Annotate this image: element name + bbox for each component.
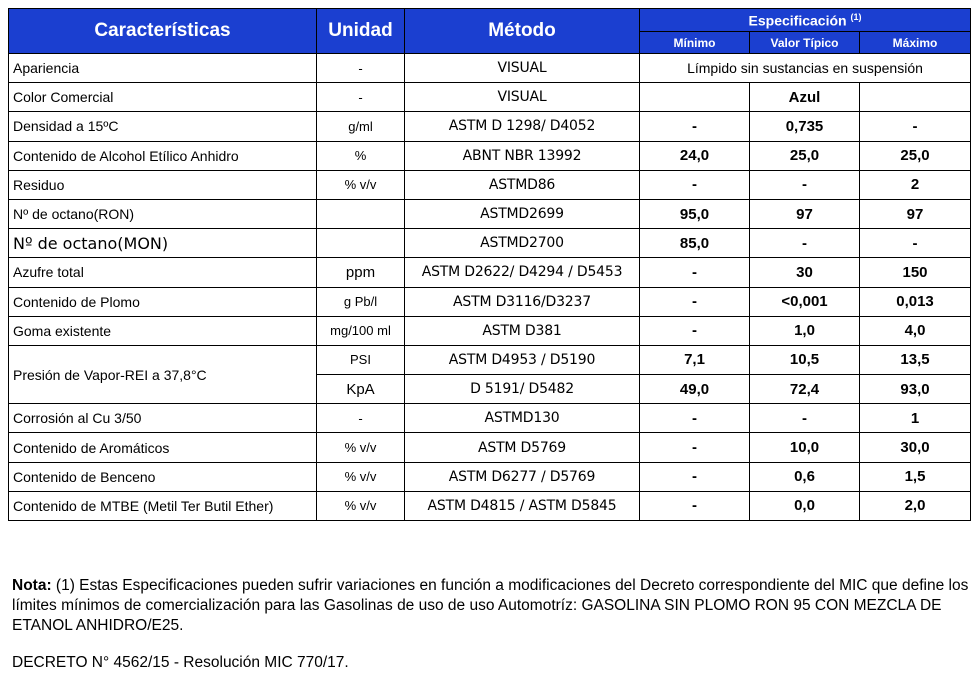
cell-maximo: 13,5 <box>860 345 971 374</box>
cell-maximo: - <box>860 229 971 258</box>
cell-maximo: 150 <box>860 258 971 287</box>
footnote <box>12 576 972 636</box>
header-maximo: Máximo <box>860 32 971 54</box>
cell-maximo <box>860 83 971 112</box>
header-valor-tipico: Valor Típico <box>750 32 860 54</box>
cell-caracteristica: Corrosión al Cu 3/50 <box>9 404 317 433</box>
cell-minimo: - <box>640 404 750 433</box>
footnote-text: (1) Estas Especificaciones pueden sufrir variaciones en función a modificaciones del Decreto correspondiente del MIC que define los límites mínimos de comercialización para las Gasolinas de uso de uso Automotríz: GASOLINA SIN PLOMO RON 95 CON MEZCLA DE ETANOL ANHIDRO/E25. <box>12 577 969 634</box>
header-minimo: Mínimo <box>640 32 750 54</box>
cell-minimo <box>640 83 750 112</box>
cell-metodo: ASTMD2700 <box>405 229 640 258</box>
table-row <box>9 345 971 374</box>
cell-caracteristica: Contenido de Benceno <box>9 462 317 491</box>
cell-valor-tipico: - <box>750 404 860 433</box>
cell-minimo: 49,0 <box>640 375 750 404</box>
cell-caracteristica: Azufre total <box>9 258 317 287</box>
cell-minimo: 7,1 <box>640 345 750 374</box>
cell-valor-tipico: Azul <box>750 83 860 112</box>
cell-metodo: ASTMD130 <box>405 404 640 433</box>
cell-unidad: % v/v <box>317 170 405 199</box>
cell-caracteristica: Contenido de Plomo <box>9 287 317 316</box>
table-row <box>9 404 971 433</box>
cell-maximo: 2,0 <box>860 491 971 520</box>
cell-unidad: - <box>317 83 405 112</box>
cell-caracteristica: Apariencia <box>9 54 317 83</box>
table-row <box>9 258 971 287</box>
decree-reference: DECRETO N° 4562/15 - Resolución MIC 770/17. <box>12 654 349 671</box>
cell-unidad: PSI <box>317 345 405 374</box>
header-especificacion <box>640 9 971 32</box>
cell-valor-tipico: <0,001 <box>750 287 860 316</box>
cell-metodo: VISUAL <box>405 54 640 83</box>
table-row <box>9 491 971 520</box>
footnote-paragraph <box>12 576 972 636</box>
cell-maximo: 4,0 <box>860 316 971 345</box>
cell-unidad: g/ml <box>317 112 405 141</box>
cell-metodo: ASTM D381 <box>405 316 640 345</box>
cell-unidad: % v/v <box>317 462 405 491</box>
cell-maximo: 25,0 <box>860 141 971 170</box>
cell-minimo: - <box>640 433 750 462</box>
cell-minimo: - <box>640 491 750 520</box>
cell-valor-tipico: 1,0 <box>750 316 860 345</box>
cell-maximo: 97 <box>860 199 971 228</box>
cell-valor-tipico: 97 <box>750 199 860 228</box>
cell-metodo: ASTMD86 <box>405 170 640 199</box>
cell-caracteristica: Nº de octano(RON) <box>9 199 317 228</box>
cell-valor-tipico: - <box>750 229 860 258</box>
cell-metodo: ASTM D 1298/ D4052 <box>405 112 640 141</box>
table-row <box>9 462 971 491</box>
cell-caracteristica: Contenido de Alcohol Etílico Anhidro <box>9 141 317 170</box>
header-especificacion-note: (1) <box>850 11 862 22</box>
cell-metodo: ASTMD2699 <box>405 199 640 228</box>
cell-unidad: % <box>317 141 405 170</box>
cell-valor-tipico: - <box>750 170 860 199</box>
header-caracteristicas: Características <box>9 9 317 54</box>
header-especificacion-label: Especificación <box>748 12 847 29</box>
cell-valor-tipico: 10,0 <box>750 433 860 462</box>
cell-unidad: - <box>317 404 405 433</box>
cell-valor-tipico: 25,0 <box>750 141 860 170</box>
cell-minimo: 24,0 <box>640 141 750 170</box>
cell-unidad: % v/v <box>317 433 405 462</box>
cell-maximo: 93,0 <box>860 375 971 404</box>
cell-caracteristica: Color Comercial <box>9 83 317 112</box>
table-row <box>9 83 971 112</box>
cell-minimo: - <box>640 170 750 199</box>
cell-minimo: - <box>640 258 750 287</box>
cell-maximo: 0,013 <box>860 287 971 316</box>
cell-minimo: - <box>640 462 750 491</box>
cell-minimo: - <box>640 287 750 316</box>
cell-metodo: D 5191/ D5482 <box>405 375 640 404</box>
cell-unidad <box>317 199 405 228</box>
cell-metodo: ASTM D4953 / D5190 <box>405 345 640 374</box>
cell-metodo: VISUAL <box>405 83 640 112</box>
cell-metodo: ASTM D5769 <box>405 433 640 462</box>
cell-valor-tipico: 0,735 <box>750 112 860 141</box>
cell-caracteristica: Residuo <box>9 170 317 199</box>
cell-valor-tipico: 72,4 <box>750 375 860 404</box>
cell-caracteristica: Nº de octano(MON) <box>9 229 317 258</box>
cell-metodo: ASTM D4815 / ASTM D5845 <box>405 491 640 520</box>
specifications-table <box>8 8 971 521</box>
table-row <box>9 199 971 228</box>
cell-unidad: ppm <box>317 258 405 287</box>
table-row <box>9 433 971 462</box>
cell-unidad <box>317 229 405 258</box>
cell-valor-tipico: 10,5 <box>750 345 860 374</box>
cell-valor-tipico: 0,6 <box>750 462 860 491</box>
cell-caracteristica: Contenido de MTBE (Metil Ter Butil Ether) <box>9 491 317 520</box>
cell-metodo: ABNT NBR 13992 <box>405 141 640 170</box>
cell-minimo: 95,0 <box>640 199 750 228</box>
cell-maximo: - <box>860 112 971 141</box>
cell-caracteristica: Goma existente <box>9 316 317 345</box>
cell-caracteristica: Presión de Vapor-REI a 37,8°C <box>9 345 317 403</box>
cell-maximo: 1 <box>860 404 971 433</box>
header-unidad: Unidad <box>317 9 405 54</box>
cell-valor-tipico: 0,0 <box>750 491 860 520</box>
cell-unidad: KpA <box>317 375 405 404</box>
cell-metodo: ASTM D2622/ D4294 / D5453 <box>405 258 640 287</box>
cell-metodo: ASTM D3116/D3237 <box>405 287 640 316</box>
cell-valor-tipico: 30 <box>750 258 860 287</box>
cell-unidad: - <box>317 54 405 83</box>
table-row <box>9 287 971 316</box>
table-row <box>9 170 971 199</box>
table-row <box>9 112 971 141</box>
cell-caracteristica: Densidad a 15ºC <box>9 112 317 141</box>
table-row <box>9 229 971 258</box>
cell-unidad: g Pb/l <box>317 287 405 316</box>
cell-metodo: ASTM D6277 / D5769 <box>405 462 640 491</box>
cell-unidad: mg/100 ml <box>317 316 405 345</box>
cell-maximo: 30,0 <box>860 433 971 462</box>
cell-unidad: % v/v <box>317 491 405 520</box>
table-row <box>9 316 971 345</box>
table-row <box>9 54 971 83</box>
cell-maximo: 2 <box>860 170 971 199</box>
footnote-label: Nota: <box>12 577 52 594</box>
cell-minimo: - <box>640 316 750 345</box>
header-metodo: Método <box>405 9 640 54</box>
table-row <box>9 141 971 170</box>
cell-minimo: - <box>640 112 750 141</box>
cell-especificacion: Límpido sin sustancias en suspensión <box>640 54 971 83</box>
cell-caracteristica: Contenido de Aromáticos <box>9 433 317 462</box>
cell-maximo: 1,5 <box>860 462 971 491</box>
cell-minimo: 85,0 <box>640 229 750 258</box>
